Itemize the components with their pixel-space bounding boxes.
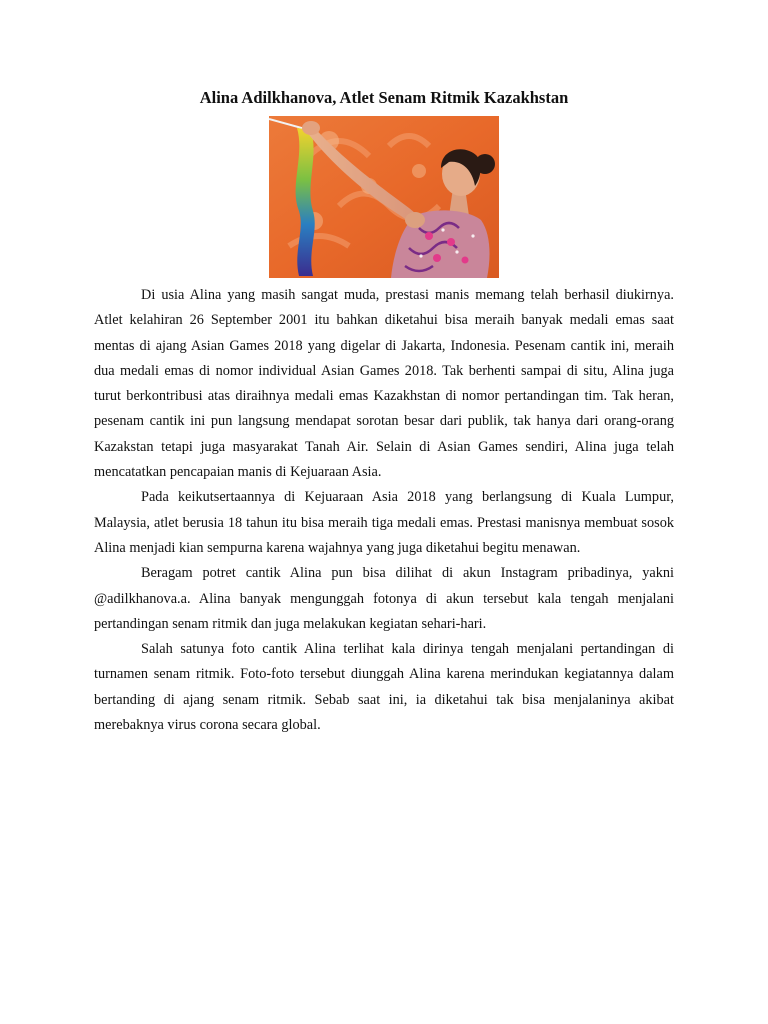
paragraph-3: Beragam potret cantik Alina pun bisa dilihat di akun Instagram pribadinya, yakni @adilkhanova.a. Alina banyak mengunggah fotonya di akun tersebut kala tengah menjalani pertandingan senam ritmik dan juga melakukan kegiatan sehari-hari.: [94, 565, 674, 632]
paragraph-1: Di usia Alina yang masih sangat muda, prestasi manis memang telah berhasil diukirnya. Atlet kelahiran 26 September 2001 itu bahkan diketahui bisa meraih banyak medali emas saat mentas di ajang Asian Games 2018 yang digelar di Jakarta, Indonesia. Pesenam cantik ini, meraih dua medali emas di nomor individual Asian Games 2018. Tak berhenti sampai di situ, Alina juga turut berkontribusi atas diraihnya medali emas Kazakhstan di nomor pertandingan tim. Tak heran, pesenam cantik ini pun langsung mendapat sorotan besar dari publik, tak hanya dari orang-orang Kazakstan tetapi juga masyarakat Tanah Air. Selain di Asian Games sendiri, Alina juga telah mencatatkan pencapaian manis di Kejuaraan Asia.: [94, 287, 674, 481]
gymnast-photo: [269, 116, 499, 278]
paragraph-2: Pada keikutsertaannya di Kejuaraan Asia 2018 yang berlangsung di Kuala Lumpur, Malaysia, atlet berusia 18 tahun itu bisa meraih tiga medali emas. Prestasi manisnya membuat sosok Alina menjadi kian sempurna karena wajahnya yang juga diketahui begitu menawan.: [94, 489, 674, 556]
article-body: [94, 283, 674, 738]
paragraph-4: Salah satunya foto cantik Alina terlihat kala dirinya tengah menjalani pertandingan di turnamen senam ritmik. Foto-foto tersebut diunggah Alina karena merindukan kegiatannya dalam bertanding di ajang senam ritmik. Sebab saat ini, ia diketahui tak bisa menjalaninya akibat merebaknya virus corona secara global.: [94, 641, 674, 734]
document-title: Alina Adilkhanova, Atlet Senam Ritmik Kazakhstan: [199, 88, 569, 107]
